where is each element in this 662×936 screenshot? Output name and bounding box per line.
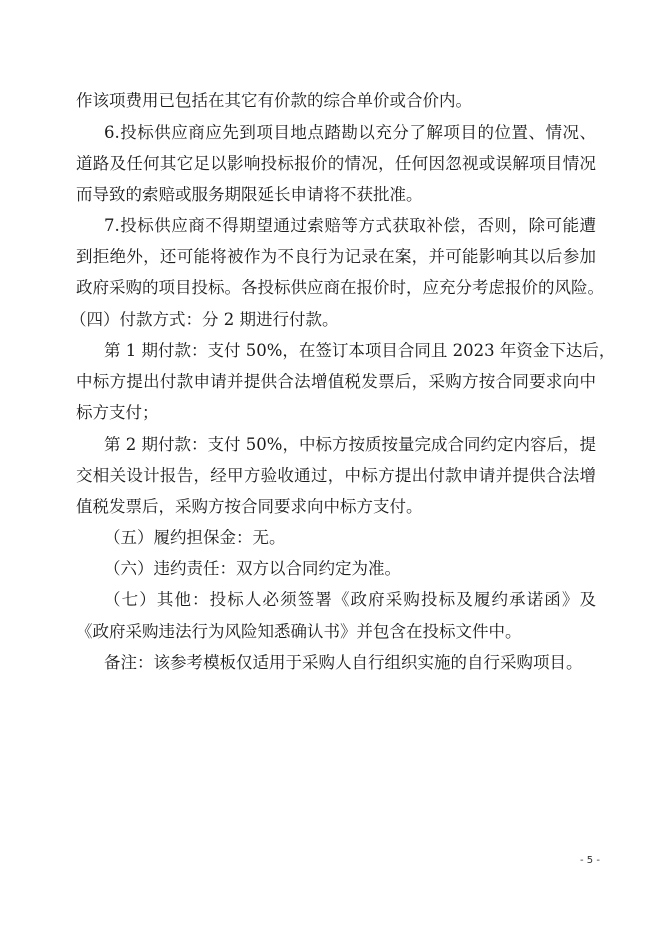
paragraph-line: 道路及任何其它足以影响投标报价的情况，任何因忽视或误解项目情况 — [76, 154, 596, 173]
paragraph-line: 值税发票后，采购方按合同要求向中标方支付。 — [76, 497, 423, 516]
remark-line: 备注：该参考模板仅适用于采购人自行组织实施的自行采购项目。 — [104, 653, 583, 672]
paragraph-line: 7.投标供应商不得期望通过索赔等方式获取补偿，否则，除可能遭 — [104, 216, 596, 235]
paragraph-line: 6.投标供应商应先到项目地点踏勘以充分了解项目的位置、情况、 — [104, 123, 596, 142]
paragraph-line: 政府采购的项目投标。各投标供应商在报价时，应充分考虑报价的风险。 — [76, 278, 604, 297]
paragraph-line: 而导致的索赔或服务期限延长申请将不获批准。 — [76, 185, 423, 204]
paragraph-line: 第 1 期付款：支付 50%，在签订本项目合同且 2023 年资金下达后， — [104, 341, 616, 360]
paragraph-line: 标方支付； — [76, 403, 159, 422]
paragraph-line: 中标方提出付款申请并提供合法增值税发票后，采购方按合同要求向中 — [76, 372, 596, 391]
paragraph-line: 到拒绝外，还可能将被作为不良行为记录在案，并可能影响其以后参加 — [76, 247, 596, 266]
section-heading: （七）其他：投标人必须签署《政府采购投标及履约承诺函》及 — [104, 590, 596, 609]
paragraph-line: 《政府采购违法行为风险知悉确认书》并包含在投标文件中。 — [76, 622, 522, 641]
paragraph-line: 第 2 期付款：支付 50%，中标方按质按量完成合同约定内容后，提 — [104, 435, 596, 454]
section-heading: （四）付款方式：分 2 期进行付款。 — [70, 310, 339, 329]
section-heading: （五）履约担保金：无。 — [104, 528, 286, 547]
paragraph-line: 作该项费用已包括在其它有价款的综合单价或合价内。 — [76, 91, 472, 110]
paragraph-line: 交相关设计报告，经甲方验收通过，中标方提出付款申请并提供合法增 — [76, 466, 596, 485]
page-number: - 5 - — [580, 855, 600, 866]
section-heading: （六）违约责任：双方以合同约定为准。 — [104, 559, 401, 578]
